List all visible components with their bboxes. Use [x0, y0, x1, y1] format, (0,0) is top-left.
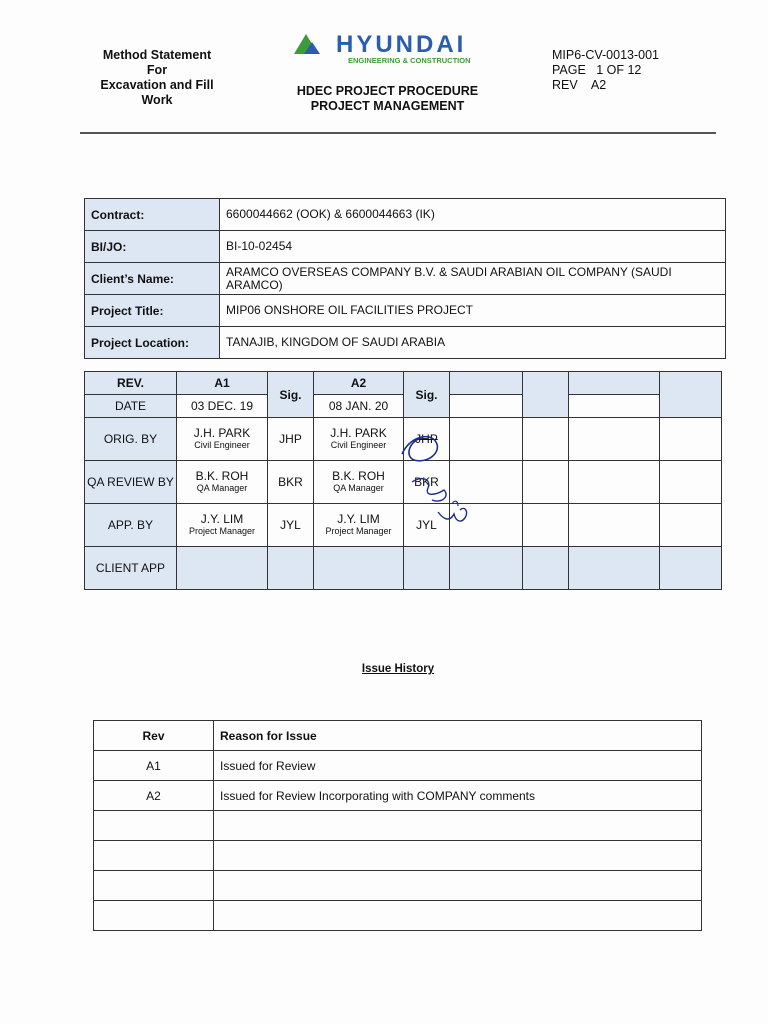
project-title-label: Project Title: — [85, 295, 220, 327]
table-row — [85, 231, 726, 263]
sig-header: Sig. — [268, 372, 314, 418]
empty-cell — [450, 547, 523, 590]
signatory-name: J.H. PARK — [330, 426, 387, 440]
empty-cell — [268, 547, 314, 590]
empty-cell — [660, 461, 722, 504]
signatory-name: J.H. PARK — [193, 426, 251, 440]
table-row — [85, 199, 726, 231]
history-reason — [214, 841, 702, 871]
signature-initials: JHP — [404, 418, 450, 461]
empty-cell — [660, 504, 722, 547]
page-number: PAGE 1 OF 12 — [552, 63, 642, 77]
contract-value: 6600044662 (OOK) & 6600044663 (IK) — [220, 199, 726, 231]
history-rev: A2 — [94, 781, 214, 811]
empty-cell — [569, 547, 660, 590]
signatory-role: Civil Engineer — [330, 440, 387, 450]
client-name-value: ARAMCO OVERSEAS COMPANY B.V. & SAUDI ARABIAN OIL COMPANY (SAUDI ARAMCO) — [220, 263, 726, 295]
empty-cell — [404, 547, 450, 590]
table-row — [94, 901, 702, 931]
table-row — [85, 295, 726, 327]
signatory-role: QA Manager — [333, 483, 384, 493]
signatory-name: B.K. ROH — [332, 469, 385, 483]
project-location-label: Project Location: — [85, 327, 220, 359]
date-label: DATE — [85, 395, 177, 418]
logo-subtitle: ENGINEERING & CONSTRUCTION — [348, 56, 471, 65]
history-reason: Issued for Review — [214, 751, 702, 781]
doc-title-line: Method Statement — [102, 48, 212, 62]
procedure-line: HDEC PROJECT PROCEDURE — [296, 84, 479, 98]
bijo-label: BI/JO: — [85, 231, 220, 263]
signatory-role: QA Manager — [196, 483, 248, 493]
table-row — [94, 751, 702, 781]
empty-cell — [523, 418, 569, 461]
empty-cell — [523, 461, 569, 504]
project-title-value: MIP06 ONSHORE OIL FACILITIES PROJECT — [220, 295, 726, 327]
history-reason — [214, 901, 702, 931]
revision-code: REV A2 — [552, 78, 607, 92]
doc-title-line: Work — [141, 93, 173, 107]
empty-cell — [569, 372, 660, 395]
table-row — [85, 547, 722, 590]
table-row — [94, 871, 702, 901]
qa-review-label: QA REVIEW BY — [85, 461, 177, 504]
rev-header: REV. — [85, 372, 177, 395]
table-row — [94, 841, 702, 871]
rev-a2-header: A2 — [314, 372, 404, 395]
empty-cell — [177, 547, 268, 590]
empty-cell — [569, 418, 660, 461]
doc-title-line: Excavation and Fill — [100, 78, 214, 92]
empty-cell — [523, 372, 569, 418]
signature-initials: JHP — [268, 418, 314, 461]
reason-column-header: Reason for Issue — [214, 721, 702, 751]
table-row — [85, 327, 726, 359]
project-location-value: TANAJIB, KINGDOM OF SAUDI ARABIA — [220, 327, 726, 359]
table-row — [85, 263, 726, 295]
signatory-cell — [314, 418, 404, 461]
rev-a2-date: 08 JAN. 20 — [314, 395, 404, 418]
history-rev — [94, 871, 214, 901]
history-rev — [94, 841, 214, 871]
issue-history-title: Issue History — [361, 663, 435, 675]
empty-cell — [523, 547, 569, 590]
app-by-label: APP. BY — [85, 504, 177, 547]
history-rev — [94, 811, 214, 841]
table-row — [94, 721, 702, 751]
table-row — [94, 781, 702, 811]
table-row — [85, 372, 722, 395]
table-row — [94, 811, 702, 841]
empty-cell — [660, 418, 722, 461]
empty-cell — [450, 372, 523, 395]
procedure-title — [270, 84, 505, 114]
doc-number: MIP6-CV-0013-001 — [552, 48, 660, 62]
hyundai-logo — [292, 32, 492, 72]
signatory-cell — [177, 504, 268, 547]
signatory-cell — [314, 504, 404, 547]
header-divider — [80, 132, 716, 134]
empty-cell — [569, 395, 660, 418]
document-title — [82, 48, 232, 108]
signatory-name: J.Y. LIM — [200, 512, 244, 526]
history-reason — [214, 871, 702, 901]
contract-label: Contract: — [85, 199, 220, 231]
bijo-value: BI-10-02454 — [220, 231, 726, 263]
client-name-label: Client’s Name: — [85, 263, 220, 295]
signature-initials: JYL — [268, 504, 314, 547]
signatory-role: Civil Engineer — [194, 440, 250, 450]
handwritten-signature — [392, 420, 482, 540]
history-reason: Issued for Review Incorporating with COMPANY comments — [214, 781, 702, 811]
empty-cell — [569, 504, 660, 547]
signature-initials: BKR — [404, 461, 450, 504]
signatory-cell — [177, 418, 268, 461]
empty-cell — [523, 504, 569, 547]
procedure-line: PROJECT MANAGEMENT — [310, 99, 465, 113]
signature-initials: JYL — [404, 504, 450, 547]
project-info-table — [84, 198, 726, 359]
signatory-cell — [314, 461, 404, 504]
empty-cell — [660, 372, 722, 418]
rev-column-header: Rev — [94, 721, 214, 751]
client-app-label: CLIENT APP — [85, 547, 177, 590]
issue-history-table — [93, 720, 702, 931]
logo-wordmark: HYUNDAI — [336, 32, 467, 58]
doc-title-line: For — [146, 63, 168, 77]
signature-initials: BKR — [268, 461, 314, 504]
empty-cell — [569, 461, 660, 504]
signatory-role: Project Manager — [325, 526, 392, 536]
empty-cell — [660, 547, 722, 590]
table-row — [85, 395, 722, 418]
signatory-role: Project Manager — [188, 526, 256, 536]
empty-cell — [314, 547, 404, 590]
history-reason — [214, 811, 702, 841]
history-rev: A1 — [94, 751, 214, 781]
signatory-name: B.K. ROH — [195, 469, 249, 483]
sig-header: Sig. — [404, 372, 450, 418]
rev-a1-date: 03 DEC. 19 — [177, 395, 268, 418]
signatory-cell — [177, 461, 268, 504]
empty-cell — [450, 395, 523, 418]
signatory-name: J.Y. LIM — [337, 512, 380, 526]
document-reference — [552, 48, 659, 93]
orig-by-label: ORIG. BY — [85, 418, 177, 461]
history-rev — [94, 901, 214, 931]
rev-a1-header: A1 — [177, 372, 268, 395]
